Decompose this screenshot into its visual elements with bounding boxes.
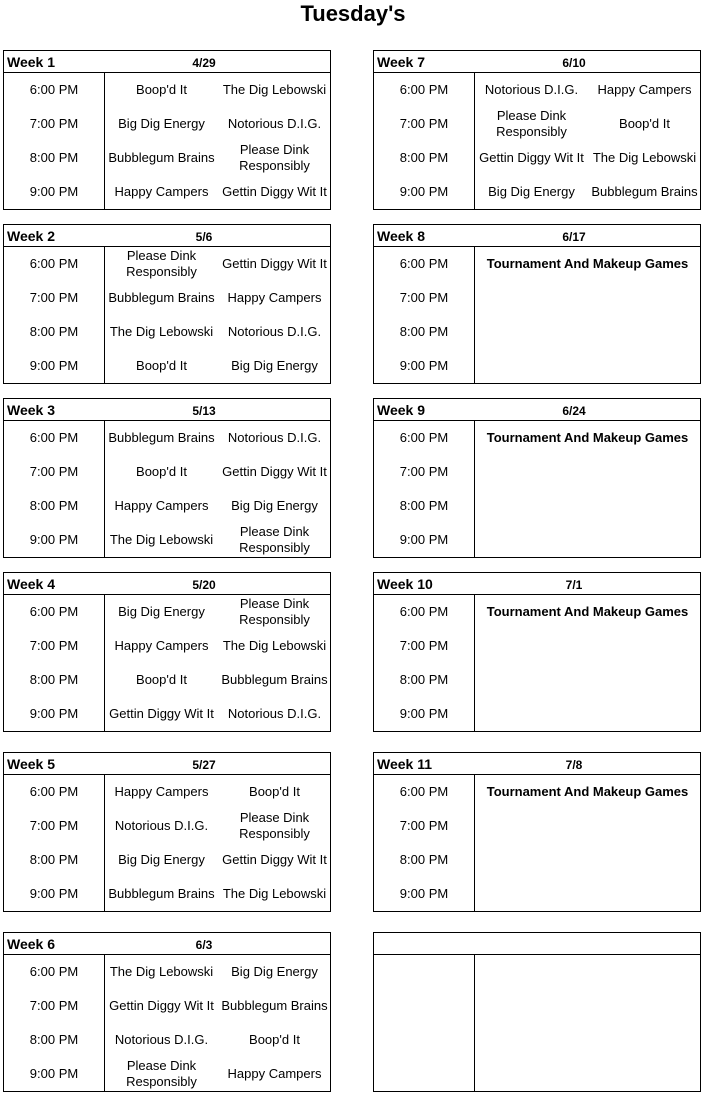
game-row <box>4 315 330 349</box>
game-row <box>4 775 330 809</box>
home-team: The Dig Lebowski <box>109 324 214 339</box>
game-time: 9:00 PM <box>29 1066 79 1081</box>
week-label: Week 4 <box>7 576 55 592</box>
week-label: Week 8 <box>377 228 425 244</box>
game-row <box>374 775 700 809</box>
game-time: 7:00 PM <box>29 116 79 131</box>
away-team: Notorious D.I.G. <box>227 116 322 131</box>
game-time: 7:00 PM <box>399 290 449 305</box>
away-team: Gettin Diggy Wit It <box>222 256 327 271</box>
game-row <box>374 455 700 489</box>
game-row <box>374 73 700 107</box>
week-header <box>374 51 700 73</box>
game-time: 8:00 PM <box>399 672 449 687</box>
game-row <box>4 349 330 383</box>
game-time: 9:00 PM <box>29 706 79 721</box>
game-time <box>374 955 474 989</box>
game-row <box>374 809 700 843</box>
game-time: 8:00 PM <box>29 324 79 339</box>
week-label: Week 7 <box>377 54 425 70</box>
game-time: 8:00 PM <box>29 1032 79 1047</box>
week-header <box>374 399 700 421</box>
tournament-note: Tournament And Makeup Games <box>486 256 689 271</box>
game-row <box>4 1023 330 1057</box>
week-date: 6/10 <box>562 56 586 70</box>
week-label: Week 2 <box>7 228 55 244</box>
home-team: Please Dink Responsibly <box>126 1058 197 1089</box>
week-block-1 <box>3 50 331 210</box>
game-time: 9:00 PM <box>399 358 449 373</box>
page-title: Tuesday's <box>300 1 406 26</box>
week-body <box>4 73 330 209</box>
week-body <box>4 775 330 911</box>
week-block-9 <box>373 398 701 558</box>
game-row <box>374 489 700 523</box>
home-team: Bubblegum Brains <box>108 430 215 445</box>
away-team: Notorious D.I.G. <box>227 706 322 721</box>
game-time: 8:00 PM <box>29 150 79 165</box>
week-date: 5/27 <box>192 758 216 772</box>
home-team: Notorious D.I.G. <box>114 818 209 833</box>
home-team: Big Dig Energy <box>118 116 205 131</box>
game-time: 9:00 PM <box>29 886 79 901</box>
game-row <box>374 523 700 557</box>
game-row <box>4 73 330 107</box>
week-header <box>374 753 700 775</box>
week-header <box>4 933 330 955</box>
week-header <box>4 399 330 421</box>
game-time: 9:00 PM <box>29 358 79 373</box>
game-row <box>4 809 330 843</box>
home-team: Boop'd It <box>136 672 187 687</box>
week-body <box>4 421 330 557</box>
away-team: Gettin Diggy Wit It <box>222 184 327 199</box>
away-team: Bubblegum Brains <box>221 998 328 1013</box>
game-time: 8:00 PM <box>399 150 449 165</box>
game-time: 7:00 PM <box>29 290 79 305</box>
week-header <box>4 51 330 73</box>
home-team: Big Dig Energy <box>488 184 575 199</box>
game-time: 9:00 PM <box>399 886 449 901</box>
away-team: Big Dig Energy <box>231 964 318 979</box>
game-time: 9:00 PM <box>29 532 79 547</box>
game-row <box>4 523 330 557</box>
game-time <box>374 1023 474 1057</box>
game-row <box>374 141 700 175</box>
game-row <box>4 247 330 281</box>
week-header <box>374 933 700 955</box>
away-team: Boop'd It <box>249 1032 300 1047</box>
game-time: 6:00 PM <box>29 604 79 619</box>
game-time: 9:00 PM <box>29 184 79 199</box>
home-team: Big Dig Energy <box>118 604 205 619</box>
game-row <box>4 843 330 877</box>
home-team: Boop'd It <box>136 358 187 373</box>
game-time: 8:00 PM <box>29 672 79 687</box>
home-team: Please Dink Responsibly <box>126 248 197 279</box>
week-body <box>374 73 700 209</box>
game-row <box>4 989 330 1023</box>
week-body <box>374 955 700 1091</box>
week-block-8 <box>373 224 701 384</box>
game-time: 7:00 PM <box>399 818 449 833</box>
game-row <box>4 877 330 911</box>
week-date: 5/6 <box>195 230 213 244</box>
home-team: Happy Campers <box>114 784 209 799</box>
away-team: Boop'd It <box>249 784 300 799</box>
week-body <box>374 421 700 557</box>
week-date: 6/3 <box>195 938 213 952</box>
away-team: Big Dig Energy <box>231 498 318 513</box>
home-team: Notorious D.I.G. <box>114 1032 209 1047</box>
home-team: Happy Campers <box>114 638 209 653</box>
week-label: Week 6 <box>7 936 55 952</box>
week-body <box>4 955 330 1091</box>
game-time: 8:00 PM <box>29 498 79 513</box>
home-team: Happy Campers <box>114 498 209 513</box>
game-row <box>4 489 330 523</box>
week-block-7 <box>373 50 701 210</box>
tournament-note: Tournament And Makeup Games <box>486 604 689 619</box>
game-row <box>374 247 700 281</box>
game-row <box>4 141 330 175</box>
game-row <box>4 281 330 315</box>
game-time: 6:00 PM <box>29 430 79 445</box>
week-date: 4/29 <box>192 56 216 70</box>
game-row <box>374 175 700 209</box>
away-team: Please Dink Responsibly <box>239 524 310 555</box>
week-date: 7/8 <box>565 758 583 772</box>
home-team: The Dig Lebowski <box>109 532 214 547</box>
week-body <box>374 595 700 731</box>
week-label: Week 1 <box>7 54 55 70</box>
game-row <box>4 663 330 697</box>
week-date: 6/24 <box>562 404 586 418</box>
away-team: The Dig Lebowski <box>222 82 327 97</box>
game-time: 7:00 PM <box>29 638 79 653</box>
away-team: Happy Campers <box>597 82 692 97</box>
game-row <box>374 421 700 455</box>
game-row <box>4 629 330 663</box>
game-time: 8:00 PM <box>29 852 79 867</box>
game-row <box>4 421 330 455</box>
game-row <box>374 1023 700 1057</box>
week-date: 6/17 <box>562 230 586 244</box>
home-team: Big Dig Energy <box>118 852 205 867</box>
home-team: Boop'd It <box>136 82 187 97</box>
game-row <box>374 629 700 663</box>
game-time <box>374 989 474 1023</box>
game-time: 7:00 PM <box>399 464 449 479</box>
game-time: 6:00 PM <box>29 82 79 97</box>
week-label: Week 9 <box>377 402 425 418</box>
game-row <box>374 349 700 383</box>
game-time: 9:00 PM <box>399 184 449 199</box>
game-row <box>374 663 700 697</box>
game-time: 7:00 PM <box>399 638 449 653</box>
away-team: The Dig Lebowski <box>222 886 327 901</box>
away-team: Gettin Diggy Wit It <box>222 852 327 867</box>
home-team: Boop'd It <box>136 464 187 479</box>
away-team: Happy Campers <box>227 290 322 305</box>
game-row <box>374 697 700 731</box>
week-block-5 <box>3 752 331 912</box>
week-block-11 <box>373 752 701 912</box>
week-label: Week 5 <box>7 756 55 772</box>
week-label: Week 3 <box>7 402 55 418</box>
home-team: Bubblegum Brains <box>108 886 215 901</box>
away-team: Notorious D.I.G. <box>227 324 322 339</box>
week-block-3 <box>3 398 331 558</box>
game-row <box>374 315 700 349</box>
week-body <box>4 595 330 731</box>
game-row <box>374 107 700 141</box>
week-block-4 <box>3 572 331 732</box>
week-body <box>4 247 330 383</box>
week-date: 5/13 <box>192 404 216 418</box>
game-row <box>4 955 330 989</box>
week-label: Week 11 <box>377 756 433 772</box>
away-team: Notorious D.I.G. <box>227 430 322 445</box>
away-team: Bubblegum Brains <box>591 184 698 199</box>
home-team: Happy Campers <box>114 184 209 199</box>
home-team: Gettin Diggy Wit It <box>109 706 214 721</box>
tournament-note: Tournament And Makeup Games <box>486 784 689 799</box>
away-team: Please Dink Responsibly <box>239 596 310 627</box>
game-time: 8:00 PM <box>399 324 449 339</box>
game-row <box>4 107 330 141</box>
home-team: Please Dink Responsibly <box>496 108 567 139</box>
away-team: Big Dig Energy <box>231 358 318 373</box>
game-time: 8:00 PM <box>399 498 449 513</box>
game-row <box>374 595 700 629</box>
week-label: Week 10 <box>377 576 433 592</box>
week-header <box>4 573 330 595</box>
week-header <box>374 225 700 247</box>
game-time: 6:00 PM <box>399 430 449 445</box>
game-row <box>374 843 700 877</box>
week-header <box>4 753 330 775</box>
home-team: Gettin Diggy Wit It <box>479 150 584 165</box>
tournament-note: Tournament And Makeup Games <box>486 430 689 445</box>
game-row <box>374 877 700 911</box>
game-time: 6:00 PM <box>399 82 449 97</box>
week-date: 7/1 <box>565 578 583 592</box>
home-team: Gettin Diggy Wit It <box>109 998 214 1013</box>
home-team: Bubblegum Brains <box>108 150 215 165</box>
away-team: Gettin Diggy Wit It <box>222 464 327 479</box>
week-block-6 <box>3 932 331 1092</box>
game-time: 6:00 PM <box>399 604 449 619</box>
game-time: 7:00 PM <box>399 116 449 131</box>
away-team: The Dig Lebowski <box>592 150 697 165</box>
week-body <box>374 775 700 911</box>
week-body <box>374 247 700 383</box>
week-block-10 <box>373 572 701 732</box>
away-team: Boop'd It <box>619 116 670 131</box>
game-time: 6:00 PM <box>29 964 79 979</box>
game-time: 6:00 PM <box>29 784 79 799</box>
game-row <box>374 281 700 315</box>
week-header <box>4 225 330 247</box>
game-time: 6:00 PM <box>399 256 449 271</box>
week-block-2 <box>3 224 331 384</box>
game-row <box>374 955 700 989</box>
game-row <box>4 595 330 629</box>
away-team: Please Dink Responsibly <box>239 142 310 173</box>
game-time: 9:00 PM <box>399 532 449 547</box>
game-row <box>4 697 330 731</box>
game-row <box>4 175 330 209</box>
away-team: Please Dink Responsibly <box>239 810 310 841</box>
game-row <box>4 1057 330 1091</box>
home-team: Notorious D.I.G. <box>484 82 579 97</box>
away-team: Happy Campers <box>227 1066 322 1081</box>
game-time: 7:00 PM <box>29 818 79 833</box>
away-team: The Dig Lebowski <box>222 638 327 653</box>
game-time: 6:00 PM <box>399 784 449 799</box>
home-team: Bubblegum Brains <box>108 290 215 305</box>
game-time: 6:00 PM <box>29 256 79 271</box>
game-time <box>374 1057 474 1091</box>
game-time: 7:00 PM <box>29 998 79 1013</box>
game-row <box>374 989 700 1023</box>
week-block-empty <box>373 932 701 1092</box>
week-date: 5/20 <box>192 578 216 592</box>
away-team: Bubblegum Brains <box>221 672 328 687</box>
game-time: 8:00 PM <box>399 852 449 867</box>
week-header <box>374 573 700 595</box>
game-time: 7:00 PM <box>29 464 79 479</box>
home-team: The Dig Lebowski <box>109 964 214 979</box>
game-row <box>4 455 330 489</box>
game-row <box>374 1057 700 1091</box>
game-time: 9:00 PM <box>399 706 449 721</box>
